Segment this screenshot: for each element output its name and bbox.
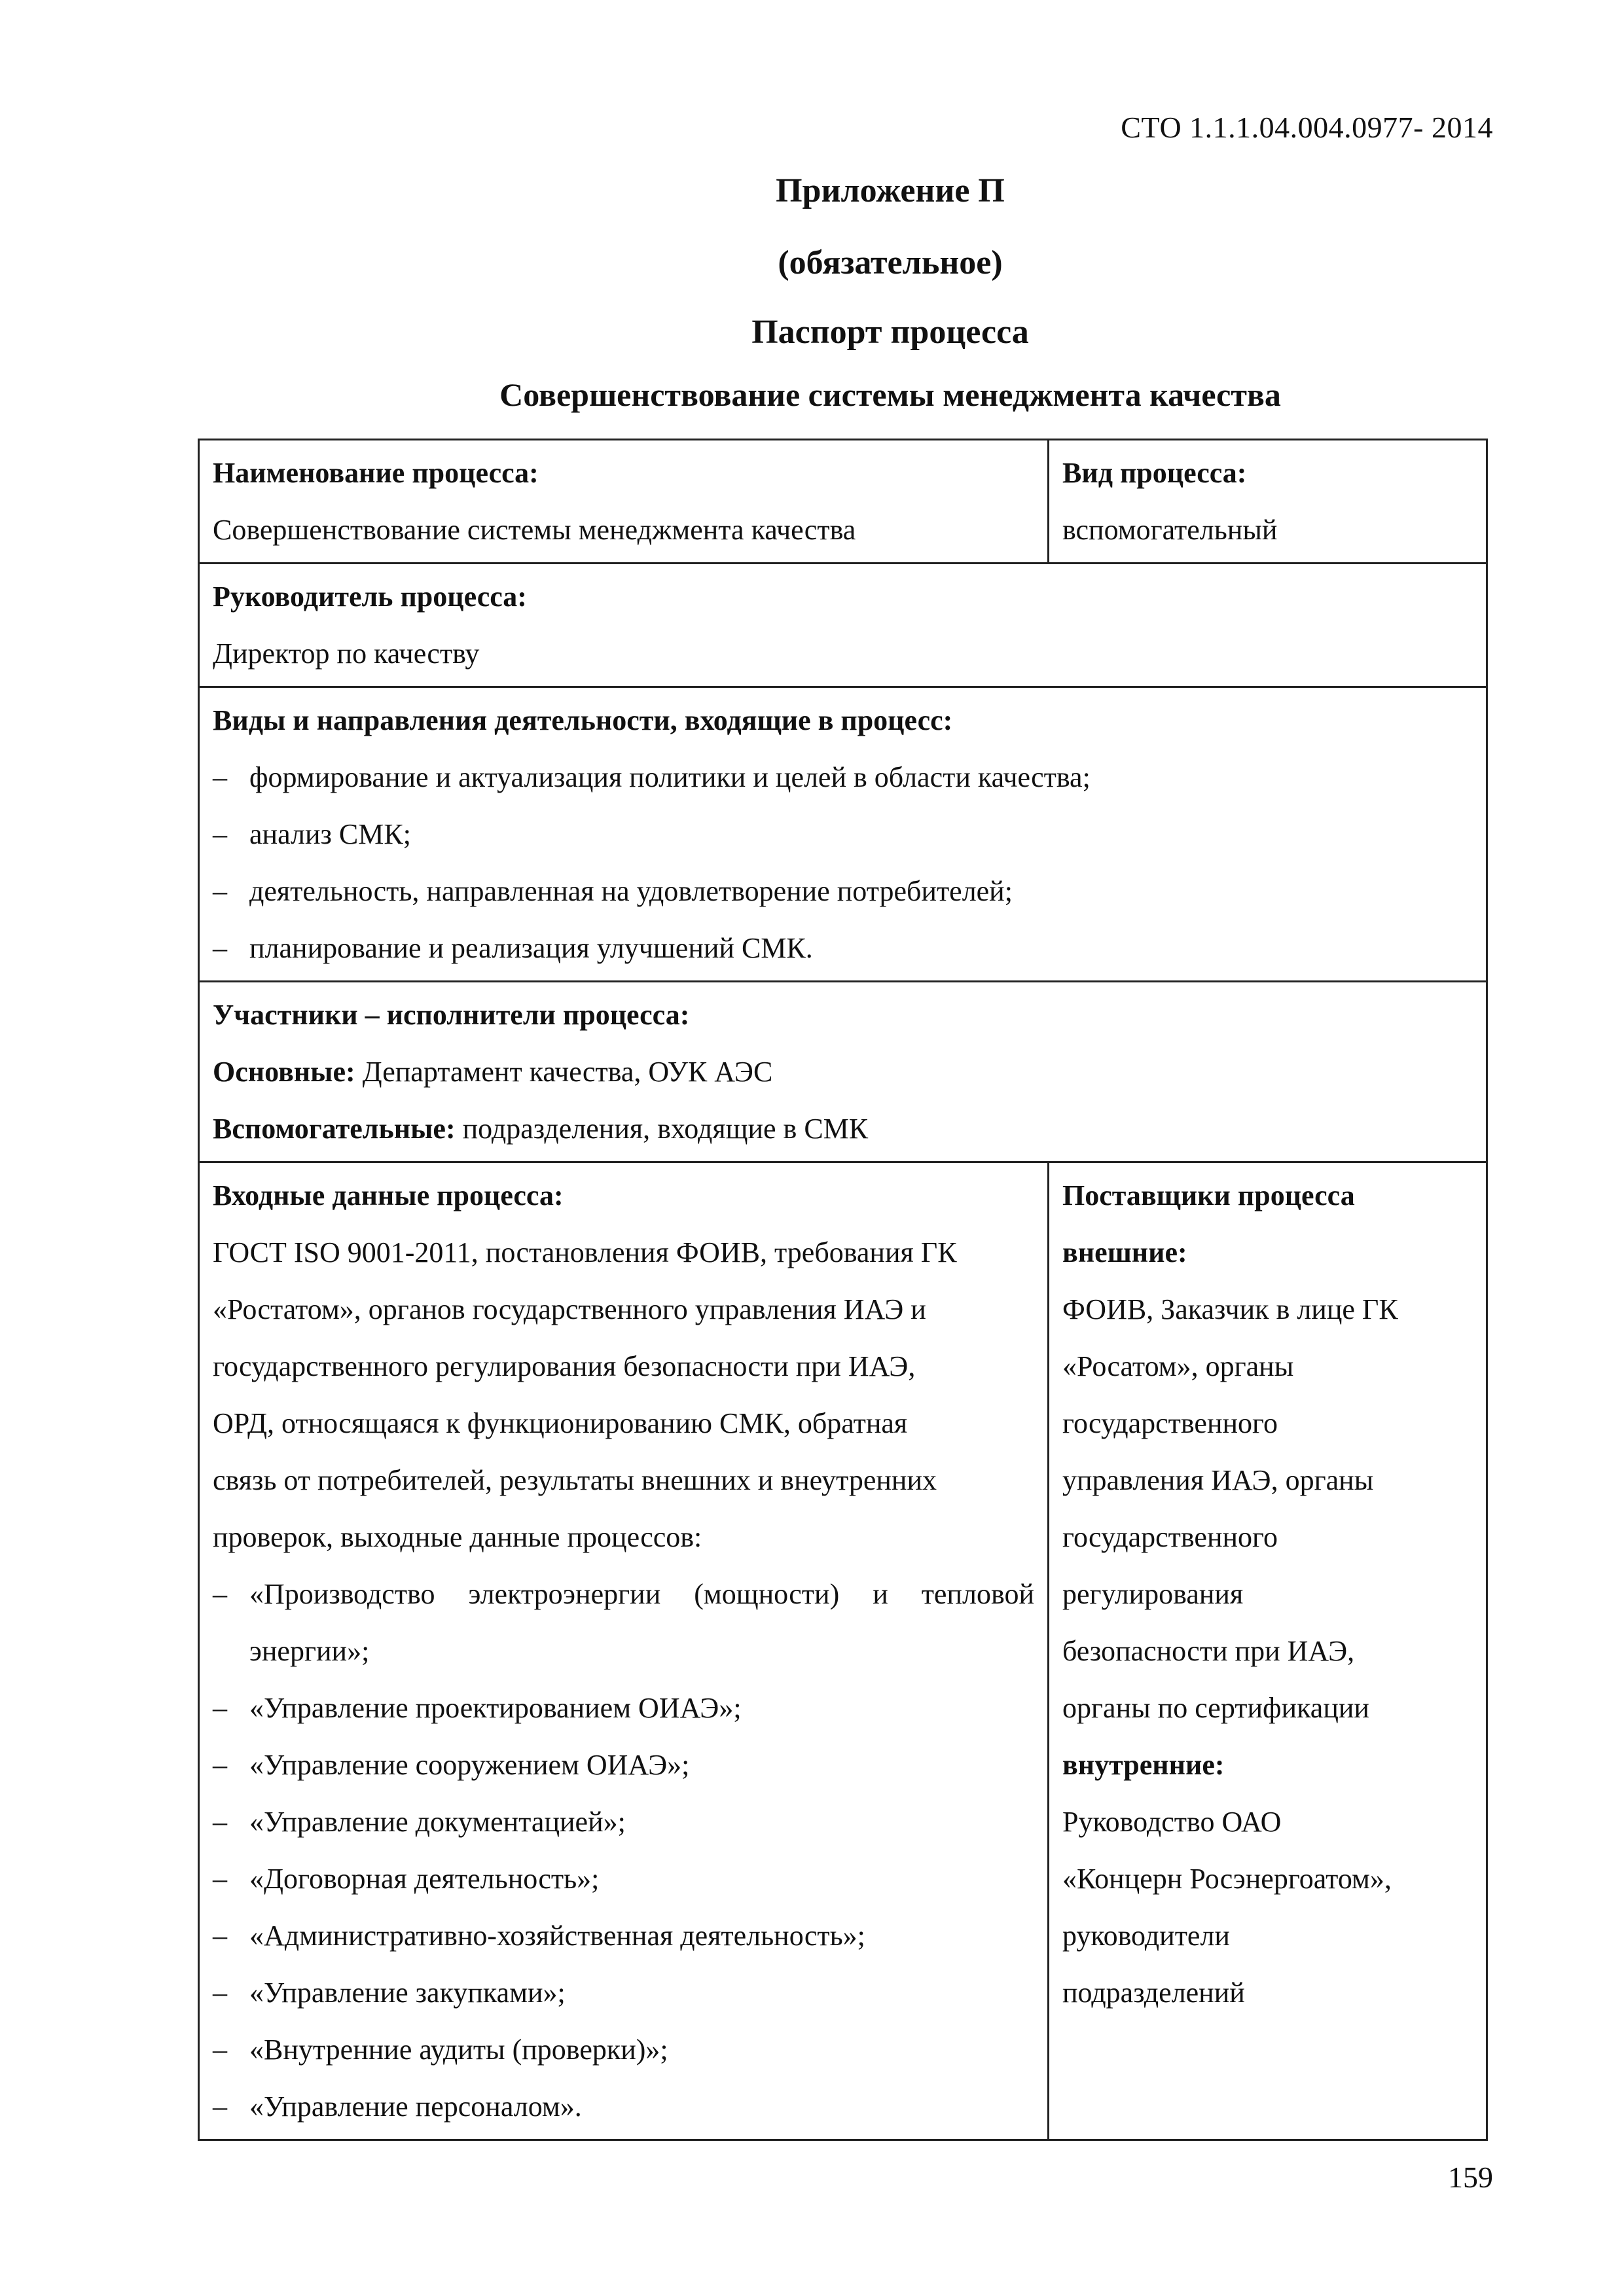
input-data-label: Входные данные процесса: xyxy=(213,1179,564,1211)
internal-suppliers-label: внутренние: xyxy=(1062,1749,1225,1781)
process-type-cell xyxy=(1049,440,1487,564)
process-name-cell xyxy=(199,440,1049,564)
process-passport-table xyxy=(198,439,1488,2141)
suppliers-cell xyxy=(1049,1162,1487,2140)
input-text-line: ОРД, относящаяся к функционированию СМК, обратная xyxy=(213,1407,908,1439)
list-item: – анализ СМК; xyxy=(213,818,411,850)
external-supplier-line: безопасности при ИАЭ, xyxy=(1062,1635,1355,1667)
activities-label: Виды и направления деятельности, входящие в процесс: xyxy=(213,704,953,736)
external-supplier-line: государственного xyxy=(1062,1407,1278,1439)
input-data-cell xyxy=(199,1162,1049,2140)
document-code: СТО 1.1.1.04.004.0977- 2014 xyxy=(1121,111,1493,144)
list-item: – «Административно-хозяйственная деятельность»; xyxy=(213,1920,865,1952)
list-item: – «Управление персоналом». xyxy=(213,2090,582,2123)
external-supplier-line: регулирования xyxy=(1062,1578,1244,1610)
process-title: Совершенствование системы менеджмента качества xyxy=(499,376,1281,413)
list-item: – «Управление закупками»; xyxy=(213,1977,566,2009)
external-supplier-line: государственного xyxy=(1062,1521,1278,1553)
main-participants: Основные: Департамент качества, ОУК АЭС xyxy=(213,1056,773,1088)
process-type-value: вспомогательный xyxy=(1062,514,1278,546)
table-row xyxy=(199,982,1487,1162)
process-manager-label: Руководитель процесса: xyxy=(213,581,527,613)
process-name-value: Совершенствование системы менеджмента качества xyxy=(213,514,856,546)
list-item: – формирование и актуализация политики и целей в области качества; xyxy=(213,761,1091,793)
input-text-line: «Ростатом», органов государственного управления ИАЭ и xyxy=(213,1293,926,1325)
input-text-line: связь от потребителей, результаты внешних и внеутренних xyxy=(213,1464,937,1496)
internal-supplier-line: руководители xyxy=(1062,1920,1230,1952)
external-supplier-line: органы по сертификации xyxy=(1062,1692,1369,1724)
external-supplier-line: управления ИАЭ, органы xyxy=(1062,1464,1374,1496)
list-item: – «Производство электроэнергии (мощности) и тепловой энергии»; xyxy=(213,1578,1034,1667)
external-supplier-line: ФОИВ, Заказчик в лице ГК xyxy=(1062,1293,1398,1325)
page-number: 159 xyxy=(1448,2161,1493,2194)
list-item: – деятельность, направленная на удовлетворение потребителей; xyxy=(213,875,1013,907)
activities-cell xyxy=(199,687,1487,982)
input-text-line: ГОСТ ISO 9001-2011, постановления ФОИВ, требования ГК xyxy=(213,1236,957,1268)
table-row xyxy=(199,564,1487,687)
table-row xyxy=(199,687,1487,982)
participants-cell xyxy=(199,982,1487,1162)
process-type-label: Вид процесса: xyxy=(1062,457,1247,489)
table-row xyxy=(199,440,1487,564)
document-title: Паспорт процесса xyxy=(751,314,1029,351)
list-item: – «Договорная деятельность»; xyxy=(213,1863,600,1895)
list-item: – «Управление сооружением ОИАЭ»; xyxy=(213,1749,690,1781)
table-row xyxy=(199,1162,1487,2140)
list-item: – «Внутренние аудиты (проверки)»; xyxy=(213,2034,668,2066)
external-supplier-line: «Росатом», органы xyxy=(1062,1350,1294,1382)
appendix-status: (обязательное) xyxy=(778,244,1003,281)
list-item: – «Управление проектированием ОИАЭ»; xyxy=(213,1692,742,1724)
list-item: – «Управление документацией»; xyxy=(213,1806,626,1838)
input-text-line: проверок, выходные данные процессов: xyxy=(213,1521,702,1553)
process-name-label: Наименование процесса: xyxy=(213,457,539,489)
internal-supplier-line: подразделений xyxy=(1062,1977,1245,2009)
appendix-title: Приложение П xyxy=(776,172,1005,209)
input-text-line: государственного регулирования безопасности при ИАЭ, xyxy=(213,1350,916,1382)
participants-label: Участники – исполнители процесса: xyxy=(213,999,690,1031)
process-manager-cell xyxy=(199,564,1487,687)
suppliers-label: Поставщики процесса xyxy=(1062,1179,1355,1211)
internal-supplier-line: «Концерн Росэнергоатом», xyxy=(1062,1863,1392,1895)
aux-participants: Вспомогательные: подразделения, входящие в СМК xyxy=(213,1113,869,1145)
internal-supplier-line: Руководство ОАО xyxy=(1062,1806,1282,1838)
list-item: – планирование и реализация улучшений СМК. xyxy=(213,932,813,964)
process-manager-value: Директор по качеству xyxy=(213,637,480,670)
external-suppliers-label: внешние: xyxy=(1062,1236,1187,1268)
